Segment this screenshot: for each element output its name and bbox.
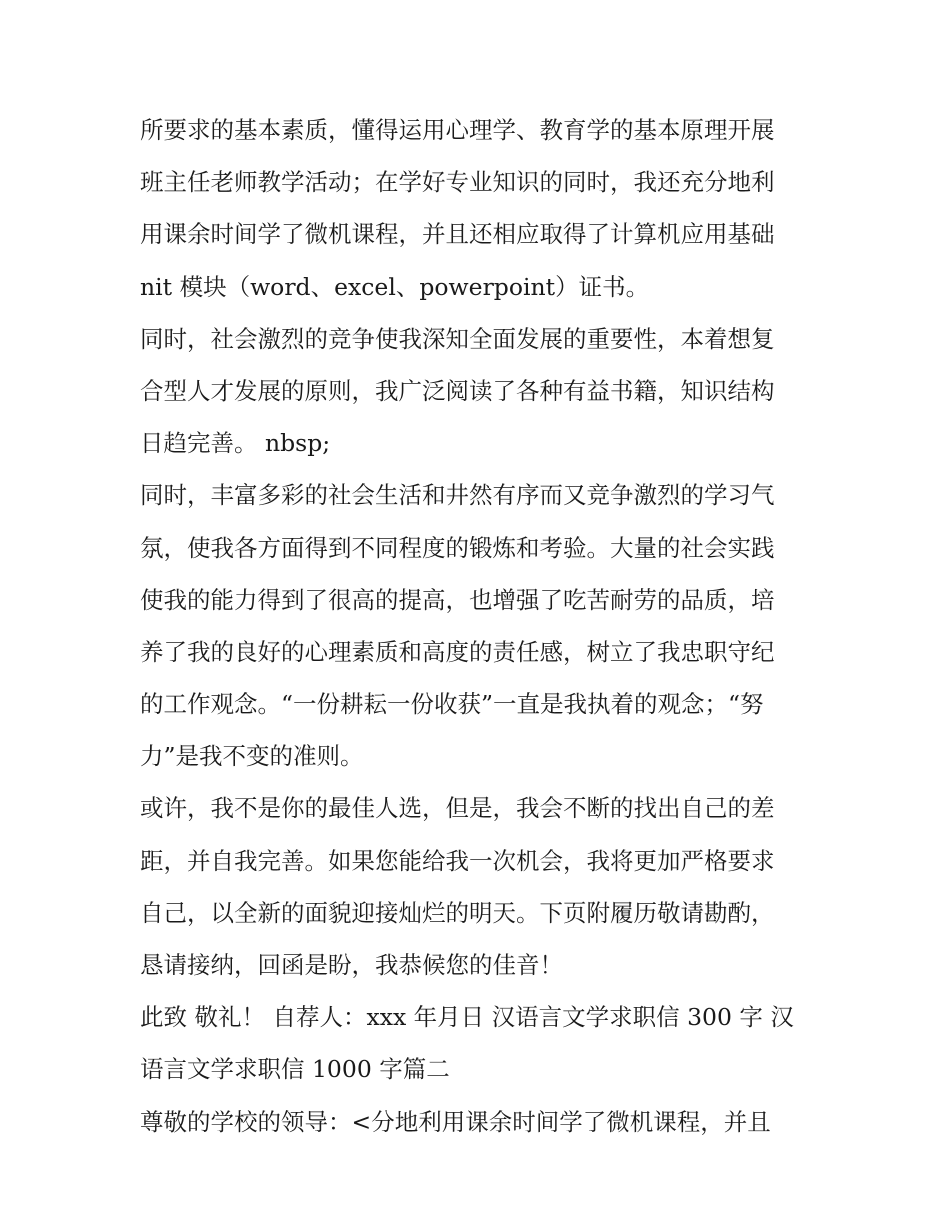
text-line: 用课余时间学了微机课程，并且还相应取得了计算机应用基础 <box>140 220 775 249</box>
text-line: 所要求的基本素质，懂得运用心理学、教育学的基本原理开展 <box>140 116 775 144</box>
text-line: 班主任老师教学活动；在学好专业知识的同时，我还充分地利 <box>140 168 775 197</box>
text-line: 距，并自我完善。如果您能给我一次机会，我将更加严格要求 <box>140 846 775 875</box>
text-line: 日趋完善。 nbsp; <box>140 429 331 458</box>
text-line: 氛，使我各方面得到不同程度的锻炼和考验。大量的社会实践 <box>140 533 775 562</box>
text-line: 语言文学求职信 1000 字篇二 <box>140 1055 450 1084</box>
text-line: 力”是我不变的准则。 <box>140 742 364 771</box>
text-line: 此致 敬礼！ 自荐人：xxx 年月日 汉语言文学求职信 300 字 汉 <box>140 1003 794 1032</box>
text-line: 或许，我不是你的最佳人选，但是，我会不断的找出自己的差 <box>140 794 775 823</box>
text-line: 的工作观念。“一份耕耘一份收获”一直是我执着的观念；“努 <box>140 690 764 719</box>
text-line: nit 模块（word、excel、powerpoint）证书。 <box>140 272 650 301</box>
text-line: 同时，社会激烈的竞争使我深知全面发展的重要性，本着想复 <box>140 324 775 353</box>
text-line: 恳请接纳，回函是盼，我恭候您的佳音！ <box>140 951 563 979</box>
text-line: 自己，以全新的面貌迎接灿烂的明天。下页附履历敬请勘酌， <box>140 898 775 927</box>
text-line: 合型人才发展的原则，我广泛阅读了各种有益书籍，知识结构 <box>140 376 775 405</box>
text-line: 使我的能力得到了很高的提高，也增强了吃苦耐劳的品质，培 <box>140 585 775 614</box>
text-line: 尊敬的学校的领导：<分地利用课余时间学了微机课程，并且 <box>140 1107 771 1136</box>
text-line: 同时，丰富多彩的社会生活和井然有序而又竞争激烈的学习气 <box>140 481 775 510</box>
document-body <box>140 104 820 1148</box>
text-line: 养了我的良好的心理素质和高度的责任感，树立了我忠职守纪 <box>140 637 775 666</box>
